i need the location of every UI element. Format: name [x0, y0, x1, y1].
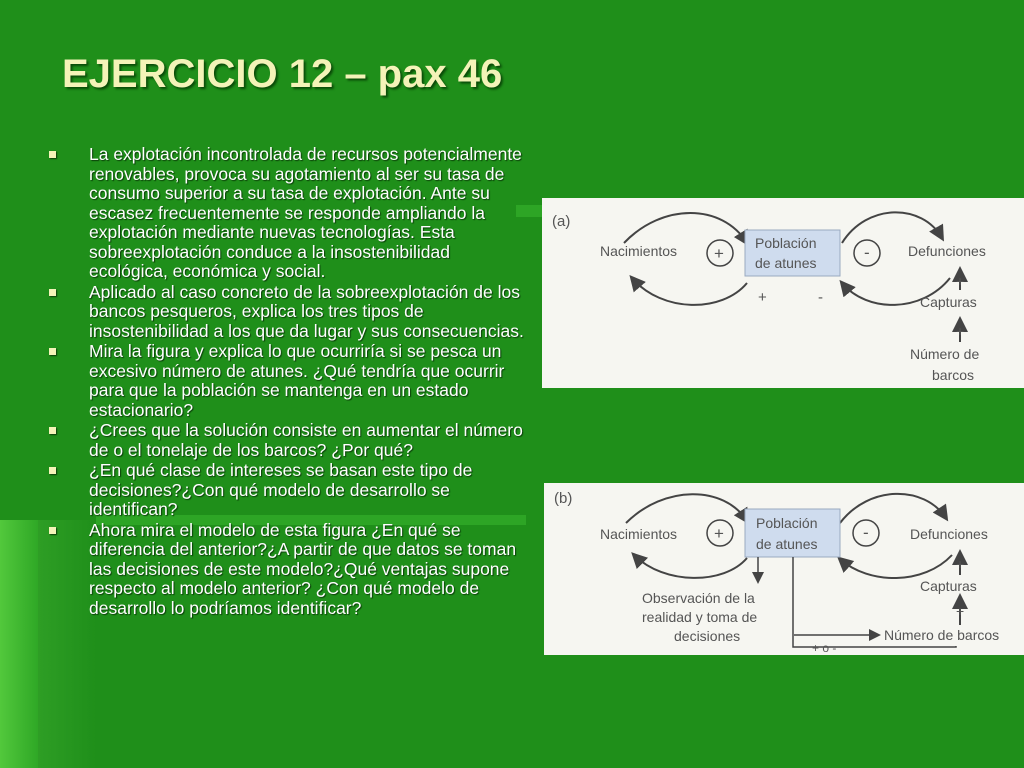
diagram-b-svg	[544, 483, 1024, 655]
square-bullet-icon	[49, 467, 56, 474]
observation-label: realidad y toma de	[642, 609, 758, 625]
boats-label: Número de	[910, 346, 980, 362]
death-loop-arrow	[842, 212, 942, 243]
bullet-text: La explotación incontrolada de recursos potencialmente renovables, provoca su agotamiento al ser su tasa de consumo superior a su tasa de explotación. Ante su escasez frecuentemente se responde ampliando la explotación mediante nuevas tecnologías. Esta sobreexplotación conduce a la insostenibilidad ecológica, económica y social.	[89, 144, 522, 281]
square-bullet-icon	[49, 151, 56, 158]
square-bullet-icon	[49, 527, 56, 534]
birth-loop-arrow	[634, 555, 747, 578]
population-label: Población	[756, 515, 818, 531]
minus-sign: -	[864, 243, 870, 262]
figure-label: (b)	[554, 490, 573, 507]
births-label: Nacimientos	[600, 526, 678, 542]
plus-sign: +	[956, 603, 965, 619]
plus-sign: +	[956, 323, 965, 339]
minus-sign: -	[818, 289, 823, 306]
deaths-label: Defunciones	[908, 243, 986, 259]
boats-label: barcos	[932, 367, 975, 383]
births-label: Nacimientos	[600, 243, 678, 259]
diagram-a-svg	[542, 198, 1024, 388]
square-bullet-icon	[49, 348, 56, 355]
birth-loop-arrow	[624, 213, 747, 243]
control-sign: + o -	[812, 641, 837, 655]
bullet-item	[46, 145, 531, 282]
plus-sign: +	[758, 289, 767, 306]
square-bullet-icon	[49, 289, 56, 296]
population-label: de atunes	[756, 536, 818, 552]
bullet-item	[46, 521, 531, 619]
bullet-item	[46, 283, 531, 342]
birth-loop-arrow	[626, 494, 747, 523]
bullet-text: Mira la figura y explica lo que ocurriría si se pesca un excesivo número de atunes. ¿Qué tendría que ocurrir para que la población se mantenga en un estado estacionario?	[89, 341, 505, 420]
feedback-diagram-a	[542, 198, 1024, 388]
observation-label: decisiones	[674, 628, 741, 644]
observation-label: Observación de la	[642, 590, 755, 606]
birth-loop-arrow	[632, 278, 747, 305]
plus-sign: +	[956, 273, 965, 289]
deaths-label: Defunciones	[910, 526, 988, 542]
catches-label: Capturas	[920, 294, 977, 310]
bullet-text: Aplicado al caso concreto de la sobreexplotación de los bancos pesqueros, explica los tres tipos de insostenibilidad a los que da lugar y sus consecuencias.	[89, 281, 524, 341]
bullet-list	[46, 145, 531, 619]
minus-sign: -	[863, 523, 869, 542]
bullet-text: ¿En qué clase de intereses se basan este tipo de decisiones?¿Con qué modelo de desarrollo se identifican?	[89, 460, 473, 519]
feedback-diagram-b	[544, 483, 1024, 655]
slide-title: EJERCICIO 12 – pax 46	[62, 52, 503, 96]
plus-sign: +	[956, 556, 965, 572]
bullet-text: ¿Crees que la solución consiste en aumentar el número de o el tonelaje de los barcos? ¿Por qué?	[89, 420, 523, 460]
death-loop-arrow	[840, 494, 946, 523]
bullet-item	[46, 421, 531, 460]
square-bullet-icon	[49, 427, 56, 434]
bullet-text: Ahora mira el modelo de esta figura ¿En qué se diferencia del anterior?¿A partir de que datos se toman las decisiones de este modelo?¿Qué ventajas supone respecto al modelo anterior? ¿Con qué modelo de desarrollo lo podríamos identificar?	[89, 519, 517, 618]
population-label: de atunes	[755, 255, 817, 271]
plus-sign: +	[714, 244, 724, 263]
plus-sign: +	[714, 524, 724, 543]
bullet-item	[46, 461, 531, 520]
figure-label: (a)	[552, 213, 571, 230]
bullet-item	[46, 342, 531, 420]
decorative-bar	[0, 520, 38, 768]
population-label: Población	[755, 235, 817, 251]
boats-label: Número de barcos	[884, 627, 1000, 643]
death-loop-arrow	[840, 555, 952, 578]
catches-label: Capturas	[920, 578, 977, 594]
